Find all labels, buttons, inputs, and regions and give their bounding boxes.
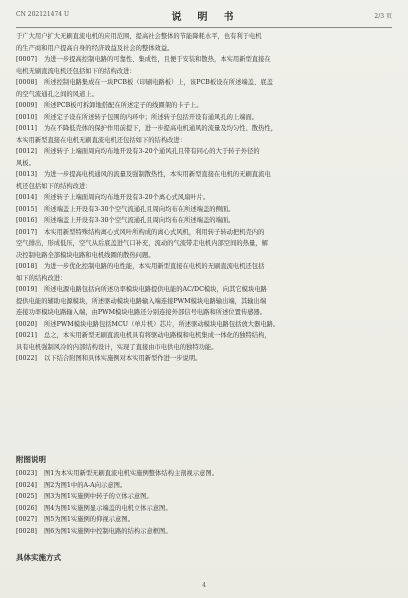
paragraph-line (16, 54, 394, 66)
paragraph-number: [0013] (16, 171, 37, 178)
paragraph-line (16, 238, 394, 250)
document-title: 说 明 书 (171, 12, 237, 23)
paragraph-line (16, 123, 394, 135)
figure-description-line (16, 514, 392, 526)
paragraph-text: 空气排出，形成低压，空气从后底盖进气口补充，流动的气流带走电机内部空间的热量，解 (16, 240, 268, 247)
paragraph-text: 连接功率模块电路输入端，由PWM模块电路还分别连接外部信号电路和所述位置传感器。 (16, 309, 267, 316)
paragraph-number: [0014] (16, 194, 37, 201)
paragraph-number: [0028] (16, 527, 37, 535)
page-header (16, 8, 392, 24)
paragraph-number: [0024] (16, 481, 37, 489)
paragraph-text: 所述PCB板可拆卸地搭配在所述定子的线圈架的卡子上。 (44, 102, 203, 109)
paragraph-line (16, 342, 394, 354)
paragraph-text: 为进一步提高电机通风的流量及强制散热性，本实用新型直接在电机的无刷直流电 (44, 171, 271, 178)
paragraph-number: [0020] (16, 320, 37, 328)
paragraph-line (16, 319, 394, 331)
paragraph-number: [0015] (16, 205, 37, 213)
paragraph-text: 所述端盖上开设有3-30个空气流通孔且周向均布在所述端盖的端面。 (44, 217, 235, 224)
paragraph-text: 本实用新型直接在电机无刷直流电机还包括如下的结构改进： (16, 136, 187, 144)
figure-description-text: 图4为图1实施例显示端盖的电机立体示意图。 (44, 504, 172, 512)
paragraph-line (16, 284, 394, 296)
paragraph-line (16, 261, 394, 273)
embodiment-section-title: 具体实施方式 (16, 553, 61, 562)
figure-description-text: 图2为图1中的A-A向示意图。 (44, 481, 127, 489)
paragraph-number: [0025] (16, 493, 37, 500)
paragraph-text: 以下结合附图和具体实施例对本实用新型作进一步说明。 (44, 355, 202, 362)
paragraph-number: [0011] (16, 125, 37, 132)
paragraph-text: 决控制电路全部模块电路和电机线圈的散热问题。 (16, 251, 155, 259)
paragraph-number: [0007] (16, 56, 37, 63)
paragraph-line (16, 158, 394, 170)
patent-number: CN 202121474 U (16, 11, 70, 18)
paragraph-number: [0018] (16, 263, 37, 270)
paragraph-text: 所述定子设在所述转子包围的内环中；所述转子包括开设有通风孔的上端面。 (44, 113, 259, 121)
paragraph-text: 机还包括如下的结构改进： (16, 182, 92, 190)
paragraph-text: 电机无刷直流电机还包括如下的结构改进： (16, 67, 136, 75)
paragraph-line (16, 112, 394, 124)
figures-section-title: 附图说明 (16, 455, 46, 464)
paragraph-text: 为进一步提高控制电路的可靠性、集成性，且便于安装和散热，本实用新型直接在 (44, 56, 271, 63)
figure-description-text: 图5为图1实施例的仰视示意图。 (44, 516, 134, 523)
paragraph-line (16, 100, 394, 112)
paragraph-line (16, 330, 394, 342)
paragraph-number: [0010] (16, 113, 37, 121)
paragraph-line (16, 77, 394, 89)
paragraph-number: [0022] (16, 355, 37, 362)
paragraph-text: 的生产商和用户提高自身的经济效益及社会的整体效益。 (16, 44, 174, 52)
paragraph-text: 如下的结构改进： (16, 274, 67, 282)
paragraph-line (16, 135, 394, 147)
figures-list (16, 468, 392, 537)
paragraph-line (16, 169, 394, 181)
paragraph-text: 本实用新型特殊结构离心式风叶所构成的离心式风机，利用转子转动把机壳内的 (44, 228, 265, 236)
paragraph-text: 提供电能的辅助电源模块，所述驱动模块电路输入端连接PWM模块电路输出端，其输出端 (16, 297, 267, 305)
paragraph-text: 所述转子上端面周向均布地开设有3-20个通风孔且带有同心的大于转子外径的 (44, 148, 260, 155)
paragraph-text: 风板。 (16, 159, 35, 167)
paragraph-line (16, 215, 394, 227)
paragraph-line (16, 31, 394, 43)
paragraph-line (16, 66, 394, 78)
paragraph-text: 具有电机强制风冷的内部结构设计，实现了直接由市电供电的独特功能。 (16, 343, 218, 351)
paragraph-line (16, 307, 394, 319)
paragraph-number: [0023] (16, 470, 37, 477)
figure-description-line (16, 468, 392, 480)
paragraph-number: [0012] (16, 148, 37, 155)
paragraph-number: [0026] (16, 504, 37, 512)
paragraph-number: [0019] (16, 286, 37, 293)
paragraph-line (16, 146, 394, 158)
figure-description-text: 图3为图1实施例中转子的立体示意图。 (44, 493, 153, 500)
figure-description-text: 图1为本实用新型无刷直流电机实施例整体结构主剖视示意图。 (44, 470, 219, 477)
paragraph-line (16, 273, 394, 285)
paragraph-line (16, 181, 394, 193)
paragraph-text: 为进一步优化控制电路的电性能，本实用新型直接在电机的无刷直流电机还包括 (44, 263, 265, 270)
paragraph-text: 于广大用户扩大无刷直流电机的应用范围，提高社会整体的节能降耗水平，也有利于电机 (16, 33, 262, 40)
figure-description-line (16, 480, 392, 492)
description-body (16, 31, 394, 365)
page-number: 4 (202, 582, 206, 589)
figure-description-line (16, 526, 392, 538)
paragraph-text: 所述端盖上开设有3-30个空气流通孔且周向均布在所述端盖的侧面。 (44, 205, 235, 213)
paragraph-number: [0009] (16, 102, 37, 109)
paragraph-line (16, 204, 394, 216)
paragraph-number: [0021] (16, 332, 37, 339)
paragraph-text: 所述PWM模块电路包括MCU（单片机）芯片，所述驱动模块电路包括放大器电路。 (44, 320, 280, 328)
paragraph-line (16, 296, 394, 308)
paragraph-line (16, 227, 394, 239)
paragraph-text: 所述转子上端面周向均布地开设有3-20个离心式风扇叶片。 (44, 194, 210, 201)
paragraph-text: 总之，本实用新型无刷直流电机具有将驱动电路模和电机集成一体化的独特结构， (44, 332, 271, 339)
page-indicator: 2/3 页 (374, 13, 392, 20)
paragraph-line (16, 43, 394, 55)
paragraph-number: [0008] (16, 79, 37, 86)
paragraph-text: 为在不降低壳体的保护作用前提下，进一步提高电机通风的流量及均匀性、散热性， (44, 125, 277, 132)
figure-description-line (16, 503, 392, 515)
paragraph-number: [0016] (16, 217, 37, 224)
paragraph-line (16, 89, 394, 101)
paragraph-number: [0027] (16, 516, 37, 523)
paragraph-line (16, 250, 394, 262)
figure-description-line (16, 491, 392, 503)
paragraph-text: 的空气流通孔之间的风道上。 (16, 90, 98, 98)
header-divider (16, 27, 392, 28)
paragraph-number: [0017] (16, 228, 37, 236)
figure-description-text: 图6为图1实施例中控制电路的结构示意框图。 (44, 527, 172, 535)
paragraph-line (16, 353, 394, 365)
paragraph-text: 所述电源电路包括向所述功率模块电路提供电能的AC/DC模块，向其它模块电路 (44, 286, 267, 293)
paragraph-line (16, 192, 394, 204)
paragraph-text: 所述控制电路集成在一块PCB板（印刷电路板）上，该PCB板设在所述端盖、底盖 (44, 79, 273, 86)
